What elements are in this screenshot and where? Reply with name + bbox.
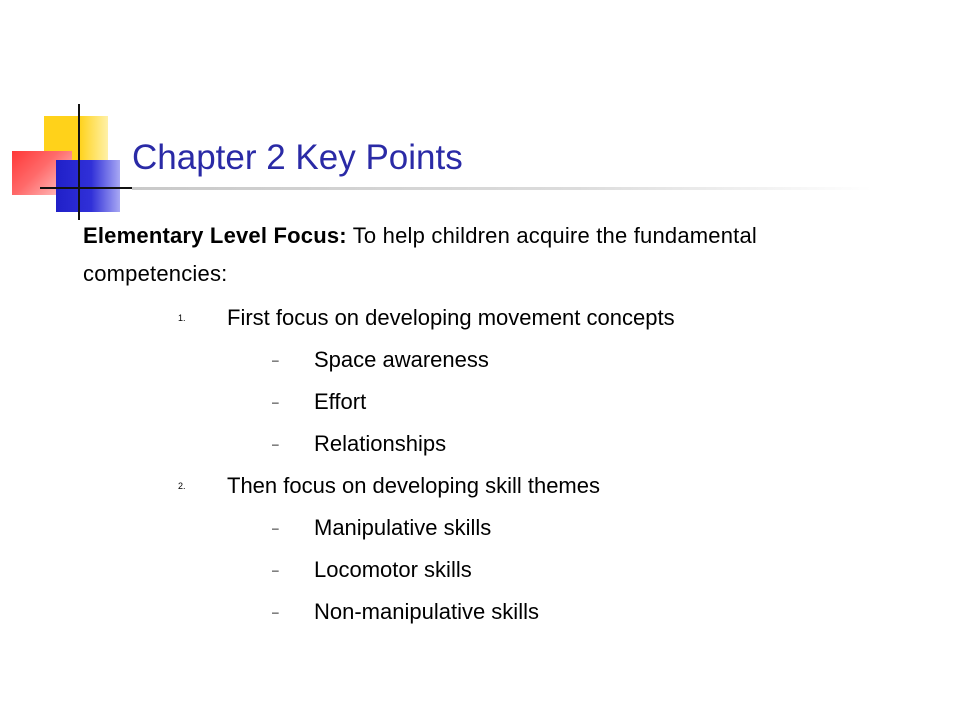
intro-text: To help children acquire the fundamental competencies: — [83, 223, 757, 286]
intro-paragraph — [83, 217, 863, 293]
list-item — [272, 385, 366, 418]
list-item-text: Locomotor skills — [314, 557, 472, 583]
list-marker: – — [272, 395, 279, 410]
decorative-squares-logo — [0, 0, 140, 230]
intro-bold-label: Elementary Level Focus: — [83, 223, 347, 248]
list-marker: – — [272, 437, 279, 452]
list-item-text: Effort — [314, 389, 367, 415]
list-item — [178, 301, 675, 334]
vertical-line — [78, 104, 80, 220]
list-item — [272, 427, 446, 460]
slide-title: Chapter 2 Key Points — [132, 138, 463, 177]
list-marker: 1. — [178, 313, 186, 324]
list-item-text: Manipulative skills — [314, 515, 492, 541]
list-marker: – — [272, 605, 279, 620]
list-item-text: Space awareness — [314, 347, 489, 373]
list-item-text: Non-manipulative skills — [314, 599, 539, 625]
list-marker: – — [272, 521, 279, 536]
list-item-text: Relationships — [314, 431, 447, 457]
list-marker: 2. — [178, 481, 186, 492]
list-item — [272, 343, 489, 376]
list-item — [272, 553, 472, 586]
horizontal-line — [40, 187, 132, 189]
list-marker: – — [272, 563, 279, 578]
list-item-text: First focus on developing movement concepts — [227, 305, 675, 331]
blue-square — [56, 160, 120, 212]
list-item — [272, 511, 491, 544]
list-marker: – — [272, 353, 279, 368]
list-item — [178, 469, 600, 502]
list-item-text: Then focus on developing skill themes — [227, 473, 600, 499]
title-underline — [132, 187, 872, 190]
list-item — [272, 595, 539, 628]
